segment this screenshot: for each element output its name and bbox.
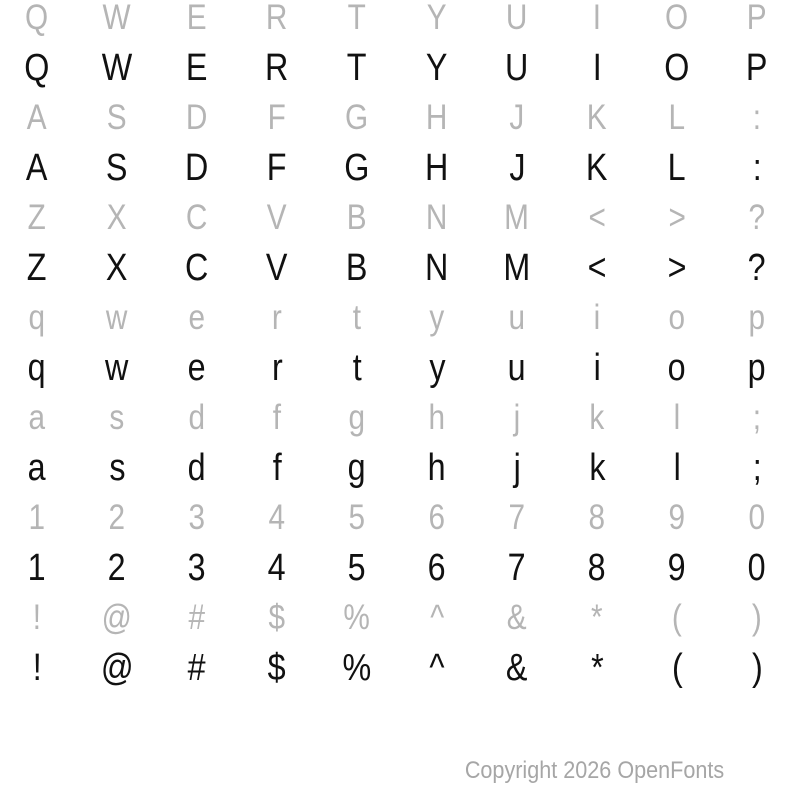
glyph: $ bbox=[268, 646, 286, 689]
glyph: t bbox=[352, 298, 362, 337]
glyph: ) bbox=[752, 598, 762, 637]
glyph: g bbox=[348, 398, 366, 437]
glyph: R bbox=[265, 46, 289, 89]
glyph-cell bbox=[397, 493, 477, 543]
glyph: 4 bbox=[268, 546, 286, 589]
glyph: ; bbox=[752, 446, 762, 489]
glyph-cell bbox=[397, 543, 477, 593]
glyph: M bbox=[504, 198, 530, 237]
glyph: e bbox=[188, 298, 206, 337]
glyph-cell bbox=[157, 93, 237, 143]
glyph-cell bbox=[0, 543, 77, 593]
glyph-cell bbox=[637, 143, 717, 193]
glyph-cell bbox=[717, 643, 797, 693]
glyph: V bbox=[266, 246, 288, 289]
glyph-cell bbox=[0, 643, 77, 693]
glyph-cell bbox=[557, 143, 637, 193]
glyph-cell bbox=[77, 543, 157, 593]
glyph-cell bbox=[637, 43, 717, 93]
glyph: t bbox=[352, 346, 362, 389]
glyph-cell bbox=[77, 293, 157, 343]
glyph-cell bbox=[717, 543, 797, 593]
glyph-cell bbox=[477, 543, 557, 593]
glyph-cell bbox=[157, 393, 237, 443]
glyph: l bbox=[673, 398, 681, 437]
glyph-cell bbox=[317, 193, 397, 243]
glyph-row bbox=[0, 493, 797, 543]
glyph: 5 bbox=[348, 498, 366, 537]
glyph-cell bbox=[77, 443, 157, 493]
glyph: H bbox=[426, 98, 448, 137]
glyph-cell bbox=[397, 443, 477, 493]
glyph: 4 bbox=[268, 498, 286, 537]
glyph-cell bbox=[157, 343, 237, 393]
glyph: G bbox=[345, 98, 369, 137]
glyph: $ bbox=[268, 598, 286, 637]
glyph-cell bbox=[0, 443, 77, 493]
glyph: u bbox=[508, 346, 526, 389]
glyph-cell bbox=[317, 143, 397, 193]
glyph-cell bbox=[477, 293, 557, 343]
glyph-row bbox=[0, 593, 797, 643]
glyph: C bbox=[186, 198, 208, 237]
glyph: p bbox=[748, 298, 766, 337]
glyph-cell bbox=[557, 443, 637, 493]
glyph: T bbox=[347, 0, 367, 37]
glyph: 2 bbox=[108, 498, 126, 537]
glyph-cell bbox=[477, 493, 557, 543]
glyph-cell bbox=[397, 93, 477, 143]
glyph-cell bbox=[0, 143, 77, 193]
glyph: N bbox=[425, 246, 449, 289]
glyph: ^ bbox=[430, 598, 444, 637]
glyph-cell bbox=[317, 93, 397, 143]
glyph-cell bbox=[0, 393, 77, 443]
glyph-cell bbox=[157, 543, 237, 593]
glyph: y bbox=[428, 346, 446, 389]
glyph: l bbox=[673, 446, 681, 489]
glyph: o bbox=[668, 346, 686, 389]
glyph-cell bbox=[477, 443, 557, 493]
glyph-cell bbox=[397, 593, 477, 643]
glyph: 9 bbox=[668, 546, 686, 589]
glyph-cell bbox=[0, 193, 77, 243]
glyph: 7 bbox=[508, 498, 526, 537]
glyph-cell bbox=[237, 193, 317, 243]
glyph-row bbox=[0, 143, 797, 193]
glyph-cell bbox=[557, 643, 637, 693]
glyph: 8 bbox=[588, 498, 606, 537]
glyph-row bbox=[0, 0, 797, 43]
glyph: P bbox=[747, 0, 767, 37]
glyph: i bbox=[593, 346, 601, 389]
glyph: % bbox=[343, 598, 371, 637]
glyph-cell bbox=[237, 293, 317, 343]
glyph: Q bbox=[25, 0, 49, 37]
glyph-cell bbox=[157, 243, 237, 293]
glyph: r bbox=[271, 346, 283, 389]
glyph: I bbox=[592, 46, 602, 89]
glyph: 6 bbox=[428, 498, 446, 537]
glyph-cell bbox=[717, 43, 797, 93]
glyph: A bbox=[26, 146, 48, 189]
glyph: T bbox=[347, 46, 367, 89]
glyph-cell bbox=[477, 193, 557, 243]
glyph: ( bbox=[671, 646, 683, 689]
glyph-cell bbox=[637, 0, 717, 43]
glyph: : bbox=[752, 146, 762, 189]
glyph-cell bbox=[557, 493, 637, 543]
glyph-cell bbox=[637, 93, 717, 143]
glyph-cell bbox=[317, 493, 397, 543]
glyph: e bbox=[188, 346, 206, 389]
glyph-cell bbox=[77, 193, 157, 243]
glyph: ; bbox=[752, 398, 762, 437]
glyph-cell bbox=[637, 193, 717, 243]
glyph-cell bbox=[557, 43, 637, 93]
glyph-cell bbox=[477, 593, 557, 643]
glyph: g bbox=[348, 446, 366, 489]
glyph: U bbox=[506, 0, 528, 37]
glyph-cell bbox=[317, 593, 397, 643]
glyph-cell bbox=[317, 293, 397, 343]
glyph-cell bbox=[397, 193, 477, 243]
glyph-row bbox=[0, 643, 797, 693]
glyph-cell bbox=[717, 393, 797, 443]
glyph: d bbox=[188, 446, 206, 489]
glyph: 1 bbox=[28, 546, 46, 589]
glyph: B bbox=[347, 198, 367, 237]
glyph: % bbox=[342, 646, 372, 689]
glyph-cell bbox=[237, 43, 317, 93]
glyph-row bbox=[0, 43, 797, 93]
glyph: f bbox=[272, 446, 282, 489]
glyph: 2 bbox=[108, 546, 126, 589]
glyph: 5 bbox=[348, 546, 366, 589]
glyph: > bbox=[668, 198, 686, 237]
glyph: G bbox=[344, 146, 370, 189]
glyph-cell bbox=[237, 443, 317, 493]
glyph-row bbox=[0, 543, 797, 593]
glyph-cell bbox=[637, 493, 717, 543]
glyph: 0 bbox=[748, 546, 766, 589]
glyph: f bbox=[272, 398, 282, 437]
glyph-cell bbox=[0, 343, 77, 393]
glyph-row bbox=[0, 443, 797, 493]
glyph: & bbox=[506, 646, 528, 689]
glyph: Z bbox=[27, 198, 47, 237]
glyph: H bbox=[425, 146, 449, 189]
glyph-cell bbox=[557, 343, 637, 393]
glyph-cell bbox=[557, 543, 637, 593]
glyph-cell bbox=[77, 243, 157, 293]
glyph-cell bbox=[397, 343, 477, 393]
glyph: D bbox=[185, 146, 209, 189]
glyph-cell bbox=[557, 393, 637, 443]
glyph-cell bbox=[317, 343, 397, 393]
glyph: < bbox=[587, 246, 607, 289]
glyph: O bbox=[664, 46, 690, 89]
glyph: p bbox=[748, 346, 766, 389]
glyph: W bbox=[102, 0, 132, 37]
glyph: q bbox=[28, 298, 46, 337]
glyph-cell bbox=[637, 593, 717, 643]
glyph: h bbox=[428, 446, 446, 489]
glyph: X bbox=[106, 246, 128, 289]
glyph-cell bbox=[717, 593, 797, 643]
glyph-cell bbox=[157, 43, 237, 93]
glyph-cell bbox=[157, 493, 237, 543]
glyph-cell bbox=[77, 93, 157, 143]
glyph: F bbox=[267, 98, 287, 137]
glyph: N bbox=[426, 198, 448, 237]
glyph: S bbox=[106, 146, 128, 189]
glyph-cell bbox=[477, 43, 557, 93]
glyph-cell bbox=[77, 493, 157, 543]
glyph: ? bbox=[748, 246, 766, 289]
copyright-text: Copyright 2026 OpenFonts bbox=[464, 757, 724, 784]
glyph: w bbox=[106, 298, 128, 337]
glyph-cell bbox=[557, 243, 637, 293]
glyph-cell bbox=[717, 143, 797, 193]
glyph: w bbox=[105, 346, 129, 389]
glyph-cell bbox=[77, 643, 157, 693]
glyph: a bbox=[28, 398, 46, 437]
glyph-cell bbox=[317, 543, 397, 593]
glyph-cell bbox=[717, 243, 797, 293]
glyph: h bbox=[428, 398, 446, 437]
glyph-cell bbox=[637, 243, 717, 293]
glyph-cell bbox=[717, 293, 797, 343]
glyph: a bbox=[28, 446, 46, 489]
glyph-cell bbox=[317, 643, 397, 693]
glyph-cell bbox=[77, 393, 157, 443]
glyph: d bbox=[188, 398, 206, 437]
glyph-row bbox=[0, 193, 797, 243]
glyph: < bbox=[588, 198, 606, 237]
glyph: s bbox=[109, 398, 125, 437]
glyph: j bbox=[513, 446, 521, 489]
glyph-cell bbox=[77, 593, 157, 643]
glyph: Z bbox=[27, 246, 47, 289]
glyph: U bbox=[505, 46, 529, 89]
glyph: u bbox=[508, 298, 526, 337]
glyph-cell bbox=[397, 0, 477, 43]
glyph-cell bbox=[157, 293, 237, 343]
glyph: o bbox=[668, 298, 686, 337]
glyph: ( bbox=[672, 598, 682, 637]
glyph: Y bbox=[426, 46, 448, 89]
glyph: 9 bbox=[668, 498, 686, 537]
glyph: k bbox=[588, 446, 606, 489]
glyph: ? bbox=[748, 198, 766, 237]
glyph-cell bbox=[0, 493, 77, 543]
glyph-cell bbox=[157, 443, 237, 493]
glyph-cell bbox=[557, 193, 637, 243]
glyph: 6 bbox=[428, 546, 446, 589]
glyph-cell bbox=[637, 293, 717, 343]
glyph-cell bbox=[317, 393, 397, 443]
glyph: R bbox=[266, 0, 288, 37]
glyph-cell bbox=[77, 0, 157, 43]
glyph: E bbox=[187, 0, 207, 37]
glyph-cell bbox=[477, 93, 557, 143]
glyph-row bbox=[0, 243, 797, 293]
glyph-cell bbox=[637, 443, 717, 493]
glyph-cell bbox=[317, 243, 397, 293]
glyph-cell bbox=[637, 343, 717, 393]
glyph: y bbox=[429, 298, 445, 337]
glyph: > bbox=[667, 246, 687, 289]
glyph: k bbox=[589, 398, 605, 437]
glyph-cell bbox=[317, 0, 397, 43]
glyph-cell bbox=[157, 143, 237, 193]
glyph-cell bbox=[237, 543, 317, 593]
glyph: Y bbox=[427, 0, 447, 37]
glyph-cell bbox=[0, 593, 77, 643]
glyph: K bbox=[587, 98, 607, 137]
glyph: P bbox=[746, 46, 768, 89]
glyph: W bbox=[101, 46, 133, 89]
glyph-row bbox=[0, 343, 797, 393]
glyph: L bbox=[668, 146, 686, 189]
glyph-cell bbox=[397, 643, 477, 693]
glyph-cell bbox=[557, 593, 637, 643]
glyph-row bbox=[0, 293, 797, 343]
glyph: s bbox=[108, 446, 126, 489]
glyph-cell bbox=[0, 93, 77, 143]
glyph: : bbox=[752, 98, 762, 137]
glyph-cell bbox=[397, 143, 477, 193]
glyph: K bbox=[586, 146, 608, 189]
glyph: L bbox=[668, 98, 686, 137]
glyph: 3 bbox=[188, 546, 206, 589]
glyph-cell bbox=[637, 543, 717, 593]
glyph-cell bbox=[397, 243, 477, 293]
glyph-cell bbox=[557, 293, 637, 343]
glyph-cell bbox=[237, 143, 317, 193]
glyph: S bbox=[107, 98, 127, 137]
glyph-cell bbox=[317, 443, 397, 493]
glyph-cell bbox=[557, 93, 637, 143]
glyph: V bbox=[267, 198, 287, 237]
glyph-cell bbox=[477, 143, 557, 193]
glyph-cell bbox=[0, 243, 77, 293]
glyph-row bbox=[0, 393, 797, 443]
glyph-cell bbox=[477, 0, 557, 43]
glyph: j bbox=[513, 398, 521, 437]
glyph: J bbox=[509, 98, 525, 137]
glyph-cell bbox=[237, 0, 317, 43]
glyph: i bbox=[593, 298, 601, 337]
glyph: O bbox=[665, 0, 689, 37]
glyph-cell bbox=[157, 0, 237, 43]
glyph-cell bbox=[77, 343, 157, 393]
glyph: * bbox=[591, 598, 603, 637]
glyph-cell bbox=[237, 343, 317, 393]
glyph-cell bbox=[717, 493, 797, 543]
glyph: @ bbox=[100, 646, 134, 689]
glyph: 1 bbox=[28, 498, 46, 537]
glyph-cell bbox=[477, 643, 557, 693]
glyph: 7 bbox=[508, 546, 526, 589]
glyph: A bbox=[27, 98, 47, 137]
glyph-cell bbox=[77, 143, 157, 193]
glyph: 0 bbox=[748, 498, 766, 537]
glyph: @ bbox=[101, 598, 133, 637]
glyph-cell bbox=[637, 393, 717, 443]
glyph-cell bbox=[637, 643, 717, 693]
glyph-cell bbox=[237, 593, 317, 643]
glyph-cell bbox=[477, 243, 557, 293]
glyph-cell bbox=[557, 0, 637, 43]
glyph-cell bbox=[157, 643, 237, 693]
glyph: J bbox=[508, 146, 526, 189]
glyph: 8 bbox=[588, 546, 606, 589]
glyph: # bbox=[188, 598, 206, 637]
glyph: Q bbox=[24, 46, 50, 89]
glyph: # bbox=[188, 646, 206, 689]
glyph-cell bbox=[237, 393, 317, 443]
glyph: D bbox=[186, 98, 208, 137]
glyph-cell bbox=[477, 393, 557, 443]
glyph-cell bbox=[317, 43, 397, 93]
glyph-cell bbox=[717, 343, 797, 393]
glyph: 3 bbox=[188, 498, 206, 537]
glyph-cell bbox=[157, 193, 237, 243]
glyph-cell bbox=[0, 0, 77, 43]
glyph: I bbox=[592, 0, 602, 37]
glyph: F bbox=[267, 146, 287, 189]
glyph: ) bbox=[751, 646, 763, 689]
glyph-cell bbox=[157, 593, 237, 643]
glyph: E bbox=[186, 46, 208, 89]
glyph: X bbox=[107, 198, 127, 237]
glyph-cell bbox=[237, 643, 317, 693]
glyph-row bbox=[0, 93, 797, 143]
glyph-cell bbox=[237, 493, 317, 543]
glyph: M bbox=[503, 246, 531, 289]
glyph: ^ bbox=[429, 646, 445, 689]
glyph: ! bbox=[32, 646, 42, 689]
glyph: q bbox=[28, 346, 46, 389]
glyph-cell bbox=[0, 43, 77, 93]
glyph-cell bbox=[477, 343, 557, 393]
glyph-cell bbox=[397, 293, 477, 343]
glyph: * bbox=[590, 646, 604, 689]
glyph: r bbox=[272, 298, 282, 337]
glyph-cell bbox=[397, 43, 477, 93]
glyph-cell bbox=[397, 393, 477, 443]
glyph-cell bbox=[237, 93, 317, 143]
glyph-cell bbox=[0, 293, 77, 343]
glyph: C bbox=[185, 246, 209, 289]
glyph-cell bbox=[717, 193, 797, 243]
glyph: ! bbox=[32, 598, 42, 637]
glyph-cell bbox=[237, 243, 317, 293]
glyph: & bbox=[507, 598, 527, 637]
glyph-cell bbox=[77, 43, 157, 93]
glyph-cell bbox=[717, 0, 797, 43]
glyph: B bbox=[346, 246, 368, 289]
glyph-cell bbox=[717, 93, 797, 143]
glyph-cell bbox=[717, 443, 797, 493]
